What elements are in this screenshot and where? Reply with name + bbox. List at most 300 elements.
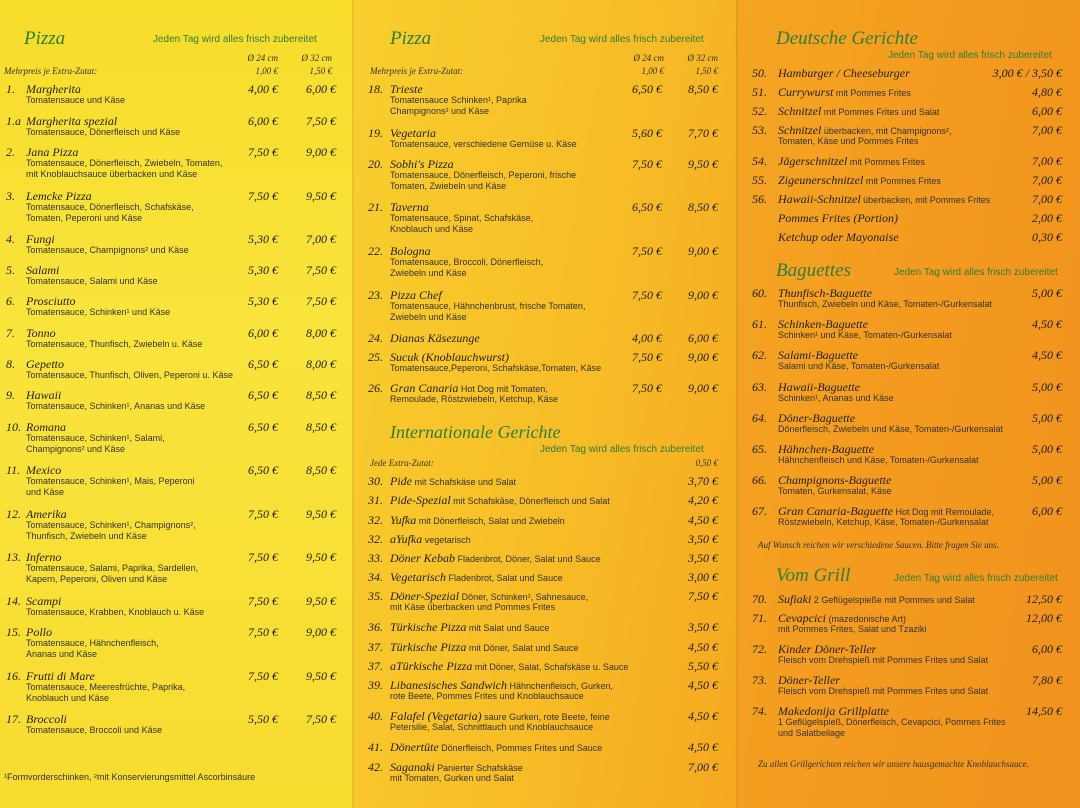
item-number: 39.: [368, 678, 383, 692]
item-name: Gepetto: [26, 357, 64, 371]
item-number: 8.: [6, 357, 15, 371]
price-small: 6,50 €: [248, 463, 278, 477]
item-inline-desc: mit Schafskäse und Salat: [412, 477, 517, 487]
item-number: 7.: [6, 326, 15, 340]
size-small-header: Ø 24 cm: [247, 53, 278, 63]
item-number: 18.: [368, 82, 383, 96]
item-description: Fleisch vom Drehspieß mit Pommes Frites und Salat: [778, 686, 989, 696]
item-description: Tomatensauce, verschiedene Gemüse u. Käse: [390, 139, 577, 149]
price-small: 7,50 €: [632, 288, 662, 302]
item-name: aYufka: [390, 532, 423, 546]
item-number: 1.: [6, 82, 15, 96]
item-number: 41.: [368, 740, 383, 754]
item-inline-desc: mit Döner, Salat und Sauce: [466, 643, 579, 653]
section-tagline: Jeden Tag wird alles frisch zubereitet: [540, 34, 704, 45]
item-number: 12.: [6, 507, 21, 521]
item-name: Margherita: [26, 82, 81, 96]
item-price: 6,00 €: [1032, 642, 1062, 656]
item-inline-desc: Fladenbrot, Salat und Sauce: [446, 573, 563, 583]
item-number: 70.: [752, 592, 767, 606]
price-large: 6,00 €: [306, 82, 336, 96]
item-name: Salami-Baguette: [778, 348, 858, 362]
item-name: Türkische Pizza: [390, 640, 467, 654]
item-name: Thunfisch-Baguette: [778, 286, 872, 300]
item-number: 53.: [752, 123, 767, 137]
extra-price: 0,50 €: [695, 458, 718, 468]
item-number: 5.: [6, 263, 15, 277]
item-number: 37.: [368, 640, 383, 654]
item-name: Döner-Spezial: [390, 589, 460, 603]
item-number: 3.: [6, 189, 15, 203]
item-price: 4,20 €: [688, 493, 718, 507]
price-large: 9,00 €: [688, 244, 718, 258]
item-name: Gran Canaria-Baguette: [778, 504, 893, 518]
price-large: 9,00 €: [306, 145, 336, 159]
item-name: Frutti di Mare: [26, 669, 95, 683]
item-number: 26.: [368, 381, 383, 395]
item-price: 12,50 €: [1026, 592, 1062, 606]
item-description: rote Beete, Pommes Frites und Knoblauchsauce: [390, 691, 584, 701]
item-name: Döner Kebab: [390, 551, 455, 565]
price-large: 7,50 €: [306, 114, 336, 128]
price-small: 7,50 €: [632, 350, 662, 364]
item-name: Zigeunerschnitzel: [778, 173, 864, 187]
section-title-deutsche: Deutsche Gerichte: [776, 28, 918, 49]
item-price: 4,50 €: [1032, 348, 1062, 362]
item-number: 71.: [752, 611, 767, 625]
item-inline-desc: (mazedonische Art): [825, 614, 907, 624]
item-number: 20.: [368, 157, 383, 171]
item-name: Champignons-Baguette: [778, 473, 892, 487]
item-name: Margherita spezial: [26, 114, 118, 128]
item-description: Tomatensauce, Hähnchenfleisch,: [26, 638, 159, 648]
item-number: 31.: [368, 493, 383, 507]
item-number: 4.: [6, 232, 15, 246]
item-name: Gran Canaria: [390, 381, 459, 395]
item-price: 4,50 €: [1032, 317, 1062, 331]
price-large: 7,50 €: [306, 294, 336, 308]
item-description: 1 Geflügelspieß, Dönerfleisch, Cevapcici, Pommes Frites: [778, 717, 1006, 727]
item-price: 5,00 €: [1032, 473, 1062, 487]
item-description: Tomatensauce, Hähnchenbrust, frische Tomaten,: [390, 301, 586, 311]
price-small: 4,00 €: [632, 331, 662, 345]
price-large: 9,00 €: [688, 288, 718, 302]
price-large: 9,50 €: [306, 550, 336, 564]
item-inline-desc: Döner, Schinken¹, Sahnesauce,: [459, 592, 589, 602]
item-inline-desc: mit Pommes Frites: [833, 88, 911, 98]
item-name: Schnitzel: [778, 104, 822, 118]
item-number: 56.: [752, 192, 767, 206]
item-name: Taverna: [390, 200, 429, 214]
item-name: Schinken-Baguette: [778, 317, 868, 331]
section-tagline: Jeden Tag wird alles frisch zubereitet: [894, 267, 1058, 278]
item-description: und Käse: [26, 487, 65, 497]
item-description: Tomatensauce, Spinat, Schafskäse,: [390, 213, 534, 223]
item-name: Bologna: [390, 244, 431, 258]
section-title-international: Internationale Gerichte: [390, 422, 561, 442]
item-name-line: [752, 592, 975, 607]
item-description: mit Tomaten, Gurken und Salat: [390, 773, 514, 783]
item-name-line: [368, 551, 601, 566]
item-name: Pide-Spezial: [390, 493, 451, 507]
price-large: 8,50 €: [306, 420, 336, 434]
item-inline-desc: Hähnchenfleisch, Gurken,: [507, 681, 614, 691]
item-description: Tomatensauce, Schinken¹ und Käse: [26, 307, 171, 317]
item-description: Tomatensauce, Thunfisch, Oliven, Peperoni u. Käse: [26, 370, 233, 380]
item-number: 32.: [368, 513, 383, 527]
item-name: Pollo: [26, 625, 52, 639]
item-description: Röstzwiebeln, Ketchup, Käse, Tomaten-/Gurkensalat: [778, 517, 989, 527]
item-price: 5,00 €: [1032, 442, 1062, 456]
section-tagline: Jeden Tag wird alles frisch zubereitet: [153, 34, 317, 45]
price-small: 6,00 €: [248, 114, 278, 128]
section-title-baguettes: Baguettes: [776, 260, 851, 281]
item-name: Hawaii-Baguette: [778, 380, 860, 394]
price-large: 9,00 €: [306, 625, 336, 639]
item-number: 61.: [752, 317, 767, 331]
item-number: 35.: [368, 589, 383, 603]
price-large: 8,00 €: [306, 326, 336, 340]
price-small: 5,30 €: [248, 232, 278, 246]
item-description: Kapern, Peperoni, Oliven und Käse: [26, 574, 168, 584]
item-name-line: [368, 513, 565, 528]
item-price: 4,80 €: [1032, 85, 1062, 99]
item-description: Tomatensauce, Broccoli, Dönerfleisch,: [390, 257, 544, 267]
item-description: Tomatensauce,Peperoni, Schafskäse,Tomaten, Käse: [390, 363, 602, 373]
item-name-line: [368, 740, 602, 755]
item-name: Döner-Baguette: [778, 411, 856, 425]
item-number: 16.: [6, 669, 21, 683]
price-large: 7,50 €: [306, 712, 336, 726]
price-small: 7,50 €: [248, 145, 278, 159]
item-name: Vegetaria: [390, 126, 436, 140]
item-description: Tomatensauce, Schinken¹, Champignons²,: [26, 520, 196, 530]
item-price: 5,00 €: [1032, 411, 1062, 425]
item-description: Petersilie, Salat, Schnittlauch und Knoblauchsauce: [390, 722, 594, 732]
item-inline-desc: saure Gurken, rote Beete, feine: [481, 712, 610, 722]
item-number: 6.: [6, 294, 15, 308]
item-inline-desc: mit Schafskäse, Dönerfleisch und Salat: [450, 496, 610, 506]
panel-pizza-left: [0, 0, 352, 808]
section-title-pizza: Pizza: [24, 28, 66, 49]
item-number: 13.: [6, 550, 21, 564]
item-description: Tomatensauce, Salami, Paprika, Sardellen,: [26, 563, 199, 573]
item-price: 7,00 €: [1032, 192, 1062, 206]
item-inline-desc: 2 Geflügelspieße mit Pommes und Salat: [811, 595, 975, 605]
item-inline-desc: mit Pommes Frites: [863, 176, 941, 186]
item-number: 11.: [6, 463, 21, 477]
item-inline-desc: mit Pommes Frites und Salat: [821, 107, 940, 117]
item-description: und Salatbeilage: [778, 728, 846, 738]
item-number: 54.: [752, 154, 767, 168]
item-number: 52.: [752, 104, 767, 118]
item-number: 1.a: [6, 114, 21, 128]
item-name: Hawaii-Schnitzel: [778, 192, 861, 206]
price-small: 5,30 €: [248, 263, 278, 277]
item-description: Tomatensauce, Salami und Käse: [26, 276, 158, 286]
price-small: 7,50 €: [632, 157, 662, 171]
item-name: Dianas Käsezunge: [390, 331, 480, 345]
price-small: 7,50 €: [248, 625, 278, 639]
size-small-header: Ø 24 cm: [633, 53, 664, 63]
item-number: 63.: [752, 380, 767, 394]
price-small: 6,50 €: [632, 200, 662, 214]
item-description: Zwiebeln und Käse: [390, 268, 467, 278]
price-large: 9,00 €: [688, 350, 718, 364]
extra-label: Jede Extra-Zutat:: [370, 458, 434, 468]
item-name: Tonno: [26, 326, 56, 340]
item-name-line: [752, 85, 911, 100]
item-description: Tomatensauce, Dönerfleisch, Zwiebeln, Tomaten,: [26, 158, 223, 168]
item-description: Tomatensauce und Käse: [26, 95, 126, 105]
item-number: 21.: [368, 200, 383, 214]
item-description: Ananas und Käse: [26, 649, 98, 659]
price-large: 8,50 €: [306, 463, 336, 477]
item-price: 3,50 €: [688, 551, 718, 565]
item-number: 67.: [752, 504, 767, 518]
item-description: Thunfisch, Zwiebeln und Käse, Tomaten-/Gurkensalat: [778, 299, 992, 309]
item-name: Currywurst: [778, 85, 834, 99]
item-price: 14,50 €: [1026, 704, 1062, 718]
price-large: 9,50 €: [688, 157, 718, 171]
item-description: Tomatensauce, Dönerfleisch, Schafskäse,: [26, 202, 194, 212]
item-price: 6,00 €: [1032, 504, 1062, 518]
item-name: aTürkische Pizza: [390, 659, 473, 673]
item-inline-desc: Hot Dog mit Remoulade,: [893, 507, 995, 517]
item-description: Champignons² und Käse: [390, 106, 490, 116]
price-small: 5,50 €: [248, 712, 278, 726]
sauce-note: Auf Wunsch reichen wir verschiedene Saucen. Bitte fragen Sie uns.: [758, 540, 999, 550]
item-number: 64.: [752, 411, 767, 425]
item-description: Tomatensauce, Schinken¹, Mais, Peperoni: [26, 476, 195, 486]
item-name: Pide: [390, 474, 412, 488]
price-small: 7,50 €: [248, 189, 278, 203]
item-number: 32.: [368, 532, 383, 546]
item-price: 3,00 €: [688, 570, 718, 584]
item-name: Amerika: [26, 507, 67, 521]
item-price: 7,00 €: [1032, 123, 1062, 137]
section-tagline: Jeden Tag wird alles frisch zubereitet: [540, 444, 704, 455]
item-description: Thunfisch, Zwiebeln und Käse: [26, 531, 147, 541]
item-price: 3,00 € / 3,50 €: [992, 66, 1062, 80]
item-number: 40.: [368, 709, 383, 723]
item-price: 4,50 €: [688, 678, 718, 692]
item-name: Sucuk (Knoblauchwurst): [390, 350, 509, 364]
item-price: 7,80 €: [1032, 673, 1062, 687]
grill-note: Zu allen Grillgerichten reichen wir unsere hausgemachte Knoblauchsauce.: [758, 759, 1029, 769]
price-small: 7,50 €: [632, 244, 662, 258]
price-small: 6,50 €: [632, 82, 662, 96]
item-price: 4,50 €: [688, 740, 718, 754]
price-small: 7,50 €: [248, 594, 278, 608]
item-description: Zwiebeln und Käse: [390, 312, 467, 322]
extra-large-price: 1,50 €: [695, 66, 718, 76]
item-description: Schinken¹, Ananas und Käse: [778, 393, 894, 403]
item-number: 15.: [6, 625, 21, 639]
item-description: Tomaten, Gurkensalat, Käse: [778, 486, 892, 496]
item-description: Schinken¹ und Käse, Tomaten-/Gurkensalat: [778, 330, 952, 340]
item-name-line: [368, 493, 610, 508]
panel-deutsche-baguettes-grill: [736, 0, 1080, 808]
item-name: Cevapcici: [778, 611, 826, 625]
item-name-line: [752, 104, 939, 119]
item-description: Tomatensauce, Dönerfleisch, Peperoni, frische: [390, 170, 577, 180]
section-tagline: Jeden Tag wird alles frisch zubereitet: [894, 573, 1058, 584]
item-description: Fleisch vom Drehspieß mit Pommes Frites und Salat: [778, 655, 989, 665]
item-name: Ketchup oder Mayonaise: [778, 230, 899, 244]
extra-large-price: 1,50 €: [309, 66, 332, 76]
size-large-header: Ø 32 cm: [301, 53, 332, 63]
item-name: Makedonija Grillplatte: [778, 704, 889, 718]
price-large: 9,50 €: [306, 507, 336, 521]
item-description: Hähnchenfleisch und Käse, Tomaten-/Gurkensalat: [778, 455, 979, 465]
item-name: Hawaii: [26, 388, 62, 402]
item-name-line: [368, 570, 563, 585]
item-inline-desc: mit Salat und Sauce: [466, 623, 550, 633]
item-name: Trieste: [390, 82, 423, 96]
item-price: 7,50 €: [688, 589, 718, 603]
item-description: Knoblauch und Käse: [390, 224, 474, 234]
item-name: Yufka: [390, 513, 417, 527]
price-large: 8,50 €: [306, 388, 336, 402]
item-number: 34.: [368, 570, 383, 584]
item-description: Tomatensauce, Champignons² und Käse: [26, 245, 189, 255]
item-number: 22.: [368, 244, 383, 258]
item-name: Jana Pizza: [26, 145, 79, 159]
item-inline-desc: Panierter Schafskäse: [434, 763, 523, 773]
item-inline-desc: Hot Dog mit Tomaten,: [458, 384, 548, 394]
price-small: 5,30 €: [248, 294, 278, 308]
item-price: 6,00 €: [1032, 104, 1062, 118]
item-name-line: [752, 66, 910, 81]
item-price: 7,00 €: [1032, 154, 1062, 168]
item-description: Knoblauch und Käse: [26, 693, 110, 703]
item-inline-desc: Fladenbrot, Döner, Salat und Sauce: [455, 554, 601, 564]
item-name: Falafel (Vegetaria): [390, 709, 482, 723]
item-inline-desc: überbacken, mit Champignons²,: [821, 126, 952, 136]
price-large: 7,50 €: [306, 263, 336, 277]
item-inline-desc: mit Dönerfleisch, Salat und Zwiebeln: [416, 516, 565, 526]
price-large: 6,00 €: [688, 331, 718, 345]
item-number: 17.: [6, 712, 21, 726]
extra-label: Mehrpreis je Extra-Zutat:: [370, 66, 464, 76]
item-name-line: [752, 154, 925, 169]
item-name: Dönertüte: [390, 740, 439, 754]
item-price: 5,00 €: [1032, 286, 1062, 300]
price-small: 7,50 €: [632, 381, 662, 395]
price-small: 5,60 €: [632, 126, 662, 140]
item-name: Libanesisches Sandwich: [390, 678, 507, 692]
price-large: 9,00 €: [688, 381, 718, 395]
price-large: 9,50 €: [306, 594, 336, 608]
item-number: 60.: [752, 286, 767, 300]
item-description: Tomatensauce, Schinken¹, Ananas und Käse: [26, 401, 206, 411]
item-description: Tomaten, Zwiebeln und Käse: [390, 181, 507, 191]
price-large: 7,00 €: [306, 232, 336, 246]
price-small: 6,50 €: [248, 357, 278, 371]
item-description: Champignons² und Käse: [26, 444, 126, 454]
extra-small-price: 1,00 €: [255, 66, 278, 76]
section-title-pizza-2: Pizza: [390, 28, 432, 49]
price-large: 7,70 €: [688, 126, 718, 140]
item-name-line: [368, 474, 516, 489]
item-inline-desc: mit Pommes Frites: [847, 157, 925, 167]
item-number: 9.: [6, 388, 15, 402]
price-small: 6,50 €: [248, 388, 278, 402]
item-name: Sobhi's Pizza: [390, 157, 454, 171]
item-name: Romana: [26, 420, 66, 434]
item-name: Döner-Teller: [778, 673, 840, 687]
item-name: Saganaki: [390, 760, 435, 774]
item-name: Hamburger / Cheeseburger: [778, 66, 910, 80]
item-price: 7,00 €: [1032, 173, 1062, 187]
item-number: 2.: [6, 145, 15, 159]
item-name: Kinder Döner-Teller: [778, 642, 877, 656]
item-name: Prosciutto: [26, 294, 76, 308]
price-large: 8,00 €: [306, 357, 336, 371]
item-number: 36.: [368, 620, 383, 634]
item-price: 4,50 €: [688, 709, 718, 723]
item-name: Pommes Frites (Portion): [778, 211, 898, 225]
item-name-line: [368, 532, 471, 547]
item-name: Hähnchen-Baguette: [778, 442, 874, 456]
item-price: 5,50 €: [688, 659, 718, 673]
item-price: 3,70 €: [688, 474, 718, 488]
item-number: 19.: [368, 126, 383, 140]
item-name-line: [752, 211, 898, 226]
item-description: Tomaten, Peperoni und Käse: [26, 213, 143, 223]
item-price: 12,00 €: [1026, 611, 1062, 625]
item-number: 55.: [752, 173, 767, 187]
item-price: 0,30 €: [1032, 230, 1062, 244]
item-number: 42.: [368, 760, 383, 774]
item-price: 2,00 €: [1032, 211, 1062, 225]
item-name-line: [752, 192, 990, 207]
item-number: 62.: [752, 348, 767, 362]
item-number: 24.: [368, 331, 383, 345]
footnote: ¹Formvorderschinken, ²mit Konservierungsmittel Ascorbinsäure: [4, 772, 256, 782]
item-name: Mexico: [26, 463, 62, 477]
item-name: Fungi: [26, 232, 55, 246]
item-number: 66.: [752, 473, 767, 487]
item-description: Tomatensauce, Dönerfleisch und Käse: [26, 127, 181, 137]
item-name: Lemcke Pizza: [26, 189, 92, 203]
price-large: 9,50 €: [306, 669, 336, 683]
item-inline-desc: vegetarisch: [422, 535, 471, 545]
item-inline-desc: Dönerfleisch, Pommes Frites und Sauce: [438, 743, 603, 753]
item-name: Salami: [26, 263, 60, 277]
item-name-line: [368, 620, 549, 635]
item-name: Pizza Chef: [390, 288, 442, 302]
item-name: Vegetarisch: [390, 570, 446, 584]
item-description: Tomatensauce, Krabben, Knoblauch u. Käse: [26, 607, 205, 617]
item-name: Inferno: [26, 550, 62, 564]
item-description: Remoulade, Röstzwiebeln, Ketchup, Käse: [390, 394, 559, 404]
item-price: 3,50 €: [688, 620, 718, 634]
item-number: 10.: [6, 420, 21, 434]
item-name-line: [368, 331, 480, 346]
price-small: 4,00 €: [248, 82, 278, 96]
item-number: 33.: [368, 551, 383, 565]
item-inline-desc: mit Döner, Salat, Schafskäse u. Sauce: [472, 662, 629, 672]
item-name-line: [368, 640, 578, 655]
price-large: 9,50 €: [306, 189, 336, 203]
item-name-line: [368, 659, 628, 674]
price-small: 6,50 €: [248, 420, 278, 434]
item-description: mit Knoblauchsauce überbacken und Käse: [26, 169, 198, 179]
price-small: 6,00 €: [248, 326, 278, 340]
price-small: 7,50 €: [248, 507, 278, 521]
